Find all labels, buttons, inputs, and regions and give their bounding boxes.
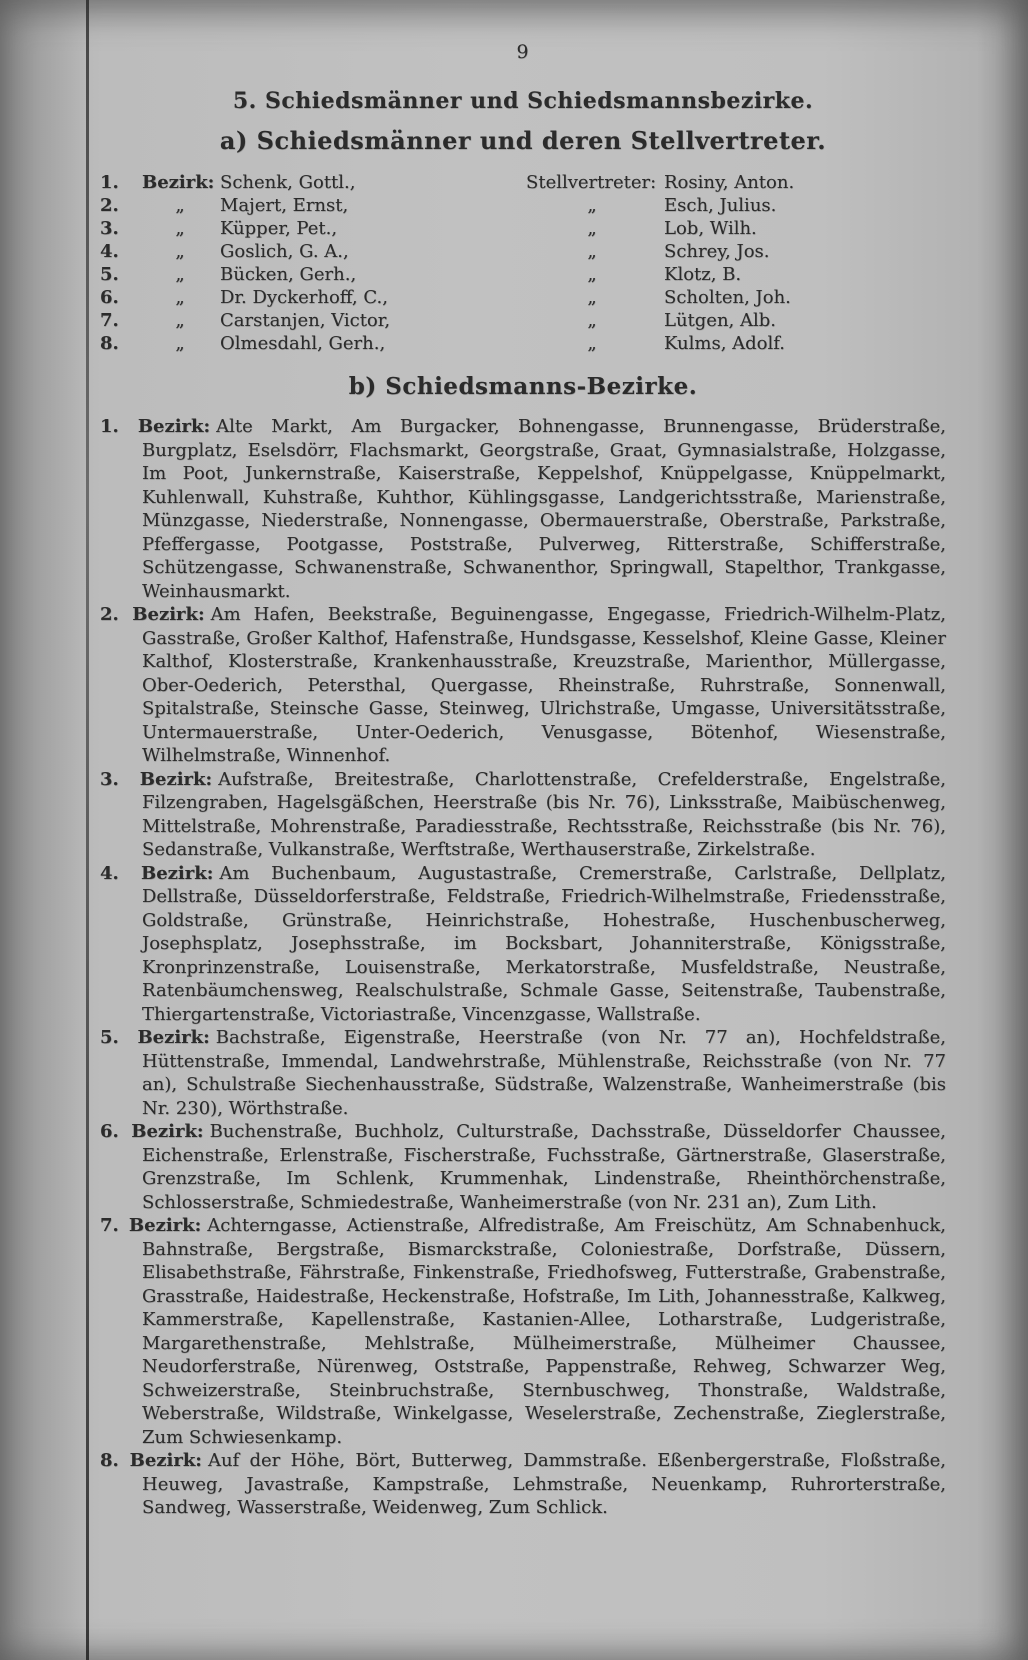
bezirk-entry-label: 6. Bezirk: <box>100 1121 204 1142</box>
bezirk-entry <box>100 1120 946 1214</box>
bezirk-street-list: Achterngasse, Actienstraße, Alfredistraße, Am Freischütz, Am Schnabenhuck, Bahnstraße, Bergstraße, Bismarckstraße, Coloniestraße, Dorfstraße, Düssern, Elisabethstraße, Fährstraße, Finkenstraße, Friedhofsweg, Futterstraße, Grabenstraße, Grasstraße, Haidestraße, Heckenstraße, Hofstraße, Im Lith, Johannesstraße, Kalkweg, Kammerstraße, Kapellenstraße, Kastanien-Allee, Lotharstraße, Ludgeristraße, Margarethenstraße, Mehlstraße, Mülheimerstraße, Mülheimer Chaussee, Neudorferstraße, Nürenweg, Oststraße, Pappenstraße, Rehweg, Schwarzer Weg, Schweizerstraße, Steinbruchstraße, Sternbuschweg, Thonstraße, Waldstraße, Weberstraße, Wildstraße, Winkelgasse, Weselerstraße, Zechenstraße, Zieglerstraße, Zum Schwiesenkamp. <box>142 1215 946 1448</box>
bezirk-number: 2. <box>100 195 119 216</box>
bezirk-label: Bezirk: <box>142 172 215 193</box>
bezirk-street-list: Am Buchenbaum, Augustastraße, Cremerstraße, Carlstraße, Dellplatz, Dellstraße, Düsseldorferstraße, Feldstraße, Friedrich-Wilhelmstraße, Friedensstraße, Goldstraße, Grünstraße, Heinrichstraße, Hohestraße, Huschenbuscherweg, Josephsplatz, Josephsstraße, im Bocksbart, Johanniterstraße, Königsstraße, Kronprinzenstraße, Louisenstraße, Merkatorstraße, Musfeldstraße, Neustraße, Ratenbäumchensweg, Realschulstraße, Schmale Gasse, Seitenstraße, Taubenstraße, Thiergartenstraße, Victoriastraße, Vincenzgasse, Wallstraße. <box>142 862 946 1025</box>
arbiter-row <box>100 286 946 309</box>
bezirk-street-list: Buchenstraße, Buchholz, Culturstraße, Dachsstraße, Düsseldorfer Chaussee, Eichenstraße, Erlenstraße, Fischerstraße, Fuchsstraße, Gärtnerstraße, Glaserstraße, Grenzstraße, Im Schlenk, Krummenhak, Lindenstraße, Rheinthörchenstraße, Schlosserstraße, Schmiedestraße, Wanheimerstraße (von Nr. 231 an), Zum Lith. <box>142 1121 946 1213</box>
deputy-name: Scholten, Joh. <box>664 287 791 308</box>
bezirk-entry-label: 5. Bezirk: <box>100 1027 210 1048</box>
bezirk-number: 1. <box>100 172 119 193</box>
arbiter-name: Goslich, G. A., <box>220 241 349 262</box>
ditto-mark: „ <box>587 241 597 262</box>
arbiter-table <box>100 171 946 355</box>
bezirk-street-list: Am Hafen, Beekstraße, Beguinengasse, Engegasse, Friedrich-Wilhelm-Platz, Gasstraße, Großer Kalthof, Hafenstraße, Hundsgasse, Kesselshof, Kleine Gasse, Kleiner Kalthof, Klosterstraße, Krankenhausstraße, Kreuzstraße, Marienthor, Müllergasse, Ober-Oederich, Petersthal, Quergasse, Rheinstraße, Ruhrstraße, Sonnenwall, Spitalstraße, Steinsche Gasse, Steinweg, Ulrichstraße, Umgasse, Universitätsstraße, Untermauerstraße, Unter-Oederich, Venusgasse, Bötenhof, Wiesenstraße, Wilhelmstraße, Winnenhof. <box>142 604 946 766</box>
section-b-title: b) Schiedsmanns-Bezirke. <box>348 373 698 400</box>
bezirk-entry <box>100 1449 946 1520</box>
arbiter-row <box>100 240 946 263</box>
section-a-title: a) Schiedsmänner und deren Stellvertreter. <box>219 126 827 155</box>
deputy-name: Klotz, B. <box>664 264 742 285</box>
bezirk-number: 7. <box>100 310 119 331</box>
ditto-mark: „ <box>587 195 597 216</box>
arbiter-name: Küpper, Pet., <box>220 218 338 239</box>
ditto-mark: „ <box>587 287 597 308</box>
arbiter-name: Olmesdahl, Gerh., <box>220 333 386 354</box>
bezirk-entry <box>100 603 946 768</box>
bezirk-number: 3. <box>100 218 119 239</box>
bezirk-entry <box>100 415 946 603</box>
bezirk-entry-label: 2. Bezirk: <box>100 604 205 625</box>
arbiter-row <box>100 171 946 194</box>
page-margin-line <box>86 0 89 1660</box>
ditto-mark: „ <box>587 218 597 239</box>
bezirk-number: 5. <box>100 264 119 285</box>
bezirk-entry <box>100 1214 946 1449</box>
ditto-mark: „ <box>175 218 185 239</box>
deputy-name: Kulms, Adolf. <box>664 333 786 354</box>
bezirk-entry-label: 3. Bezirk: <box>100 768 213 790</box>
bezirk-entry <box>100 768 946 862</box>
ditto-mark: „ <box>175 287 185 308</box>
bezirk-street-list: Auf der Höhe, Bört, Butterweg, Dammstraße. Eßenbergerstraße, Floßstraße, Heuweg, Javastraße, Kampstraße, Lehmstraße, Neuenkamp, Ruhrorterstraße, Sandweg, Wasserstraße, Weidenweg, Zum Schlick. <box>142 1450 946 1518</box>
arbiter-row <box>100 309 946 332</box>
arbiter-name: Dr. Dyckerhoff, C., <box>220 287 388 308</box>
bezirk-street-list: Alte Markt, Am Burgacker, Bohnengasse, Brunnengasse, Brüderstraße, Burgplatz, Eselsdörr, Flachsmarkt, Georgstraße, Graat, Gymnasialstraße, Holzgasse, Im Poot, Junkernstraße, Kaiserstraße, Keppelshof, Knüppelgasse, Knüppelmarkt, Kuhlenwall, Kuhstraße, Kuhthor, Kühlingsgasse, Landgerichtsstraße, Marienstraße, Münzgasse, Niederstraße, Nonnengasse, Obermauerstraße, Oberstraße, Parkstraße, Pfeffergasse, Pootgasse, Poststraße, Pulverweg, Ritterstraße, Schifferstraße, Schützengasse, Schwanenstraße, Schwanenthor, Springwall, Stapelthor, Trankgasse, Weinhausmarkt. <box>142 416 946 602</box>
deputy-name: Lütgen, Alb. <box>664 310 776 331</box>
bezirk-entry-label: 4. Bezirk: <box>100 862 214 884</box>
arbiter-name: Schenk, Gottl., <box>220 172 356 193</box>
arbiter-name: Carstanjen, Victor, <box>220 310 391 331</box>
deputy-name: Rosiny, Anton. <box>664 172 795 193</box>
arbiter-row <box>100 263 946 286</box>
bezirk-entry-label: 7. Bezirk: <box>100 1215 202 1236</box>
ditto-mark: „ <box>175 264 185 285</box>
bezirk-entry <box>100 862 946 1027</box>
arbiter-name: Majert, Ernst, <box>220 195 349 216</box>
ditto-mark: „ <box>175 333 185 354</box>
bezirk-number: 8. <box>100 333 119 354</box>
bezirk-list <box>100 415 946 1520</box>
deputy-name: Esch, Julius. <box>664 195 777 216</box>
ditto-mark: „ <box>175 310 185 331</box>
bezirk-entry-label: 1. Bezirk: <box>100 416 211 437</box>
ditto-mark: „ <box>175 195 185 216</box>
ditto-mark: „ <box>587 333 597 354</box>
bezirk-entry <box>100 1026 946 1120</box>
deputy-name: Schrey, Jos. <box>664 241 770 262</box>
ditto-mark: „ <box>587 264 597 285</box>
arbiter-row <box>100 217 946 240</box>
binding-shadow <box>0 0 86 1660</box>
main-heading: 5. Schiedsmänner und Schiedsmannsbezirke. <box>232 88 814 114</box>
bezirk-street-list: Aufstraße, Breitestraße, Charlottenstraße, Crefelderstraße, Engelstraße, Filzengraben, Hagelsgäßchen, Heerstraße (bis Nr. 76), Linksstraße, Maibüschenweg, Mittelstraße, Mohrenstraße, Paradiesstraße, Rechtsstraße, Reichsstraße (bis Nr. 76), Sedanstraße, Vulkanstraße, Werftstraße, Werthauserstraße, Zirkelstraße. <box>142 768 946 860</box>
arbiter-row <box>100 194 946 217</box>
deputy-label: Stellvertreter: <box>526 172 657 193</box>
arbiter-row <box>100 332 946 355</box>
bezirk-street-list: Bachstraße, Eigenstraße, Heerstraße (von Nr. 77 an), Hochfeldstraße, Hüttenstraße, Immendal, Landwehrstraße, Mühlenstraße, Reichsstraße (von Nr. 77 an), Schulstraße Siechenhausstraße, Südstraße, Walzenstraße, Wanheimerstraße (bis Nr. 230), Wörthstraße. <box>142 1027 946 1119</box>
ditto-mark: „ <box>587 310 597 331</box>
bezirk-number: 6. <box>100 287 119 308</box>
ditto-mark: „ <box>175 241 185 262</box>
page-number: 9 <box>516 41 530 63</box>
arbiter-name: Bücken, Gerh., <box>220 264 357 285</box>
deputy-name: Lob, Wilh. <box>664 218 757 239</box>
bezirk-number: 4. <box>100 241 119 262</box>
bezirk-entry-label: 8. Bezirk: <box>100 1450 202 1471</box>
